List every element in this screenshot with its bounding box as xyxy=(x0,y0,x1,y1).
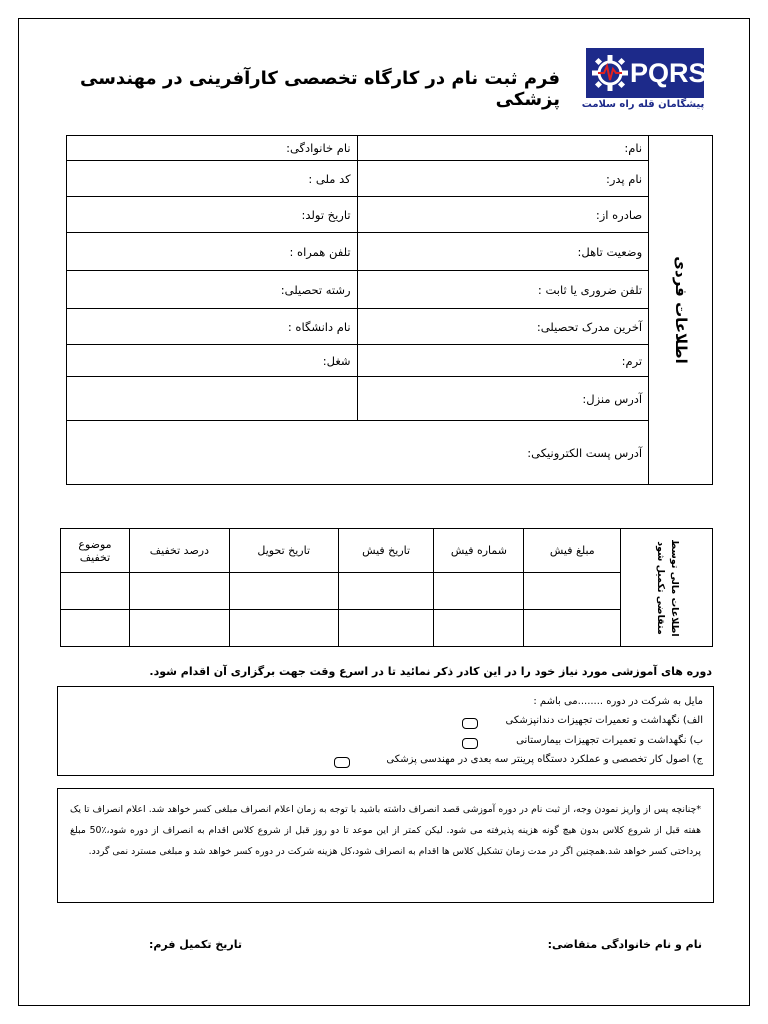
finance-title-line1: اطلاعات مالی توسط xyxy=(668,538,680,637)
applicant-name-label: نام و نام خانوادگی متقاضی: xyxy=(547,938,702,951)
form-title: فرم ثبت نام در کارگاه تخصصی کارآفرینی در مهندسی پزشکی xyxy=(80,68,560,110)
field-marital-status[interactable]: وضعیت تاهل: xyxy=(357,233,649,271)
refund-note-box xyxy=(57,788,714,903)
course-option-hospital: ب) نگهداشت و تعمیرات تجهیزات بیمارستانی xyxy=(516,735,703,746)
cell-input[interactable] xyxy=(338,610,434,647)
field-empty xyxy=(67,377,358,421)
field-email[interactable]: آدرس پست الکترونیکی: xyxy=(67,421,649,485)
course-option-3d-printer: ج) اصول کار تخصصی و عملکرد دستگاه پرینتر سه بعدی در مهندسی پزشکی xyxy=(386,754,703,765)
logo xyxy=(586,48,707,98)
courses-heading: دوره های آموزشی مورد نیاز خود را در این کادر ذکر نمائید تا در اسرع وقت جهت برگزاری آن اقدام شود. xyxy=(149,665,712,678)
field-field-of-study[interactable]: رشته تحصیلی: xyxy=(67,271,358,309)
field-issued-from[interactable]: صادره از: xyxy=(357,197,649,233)
courses-intro: مایل به شرکت در دوره ........می باشم : xyxy=(533,696,703,707)
cell-input[interactable] xyxy=(524,573,621,610)
cell-input[interactable] xyxy=(524,610,621,647)
field-home-address[interactable]: آدرس منزل: xyxy=(357,377,649,421)
col-receipt-amount: مبلغ فیش xyxy=(524,529,621,573)
field-phone[interactable]: تلفن ضروری یا ثابت : xyxy=(357,271,649,309)
personal-info-section-title xyxy=(649,136,713,485)
cell-input[interactable] xyxy=(129,573,229,610)
courses-box xyxy=(57,686,714,776)
cell-input[interactable] xyxy=(229,573,338,610)
field-first-name[interactable]: نام: xyxy=(357,136,649,161)
personal-info-table xyxy=(66,135,713,485)
gear-icon xyxy=(590,52,630,94)
col-discount-subject: موضوع تخفیف xyxy=(61,529,130,573)
course-option-hospital-checkbox[interactable] xyxy=(462,738,478,749)
field-university[interactable]: نام دانشگاه : xyxy=(67,309,358,345)
cell-input[interactable] xyxy=(61,610,130,647)
cell-input[interactable] xyxy=(434,610,524,647)
field-national-code[interactable]: کد ملی : xyxy=(67,161,358,197)
finance-title xyxy=(653,539,681,636)
personal-info-title: اطلاعات فردی xyxy=(671,256,690,364)
field-last-degree[interactable]: آخرین مدرک تحصیلی: xyxy=(357,309,649,345)
finance-title-line2: متقاضی تکمیل شود xyxy=(654,540,666,635)
col-receipt-date: تاریخ فیش xyxy=(338,529,434,573)
form-date-label: تاریخ تکمیل فرم: xyxy=(148,938,242,951)
col-delivery-date: تاریخ تحویل xyxy=(229,529,338,573)
finance-section-title xyxy=(621,529,713,647)
cell-input[interactable] xyxy=(434,573,524,610)
course-option-dental: الف) نگهداشت و تعمیرات تجهیزات دندانپزشکی xyxy=(505,715,703,726)
cell-input[interactable] xyxy=(338,573,434,610)
cell-input[interactable] xyxy=(229,610,338,647)
cell-input[interactable] xyxy=(61,573,130,610)
finance-table xyxy=(60,528,713,647)
field-father-name[interactable]: نام پدر: xyxy=(357,161,649,197)
col-receipt-number: شماره فیش xyxy=(434,529,524,573)
cell-input[interactable] xyxy=(129,610,229,647)
field-mobile[interactable]: تلفن همراه : xyxy=(67,233,358,271)
field-birth-date[interactable]: تاریخ تولد: xyxy=(67,197,358,233)
field-last-name[interactable]: نام خانوادگی: xyxy=(67,136,358,161)
col-discount-percent: درصد تخفیف xyxy=(129,529,229,573)
course-option-3d-printer-checkbox[interactable] xyxy=(334,757,350,768)
field-semester[interactable]: ترم: xyxy=(357,345,649,377)
logo-caption: پیشگامان قله راه سلامت xyxy=(581,99,705,110)
refund-note: *چنانچه پس از واریز نمودن وجه، از ثبت نام در دوره آموزشی قصد انصراف داشته باشید با توجه به زمان اعلام انصراف مبلغی کسر خواهد شد. اعلام انصراف تا یک هفته قبل از شروع کلاس بدون هیچ گونه هزینه پذیرفته می شود. لیکن کمتر از این موعد تا دو روز قبل از شروع کلاس اقدام به انصراف از دوره شود،٪50 مبلغ پرداختی کسر خواهد شد.همچنین اگر در مدت زمان تشکیل کلاس ها اقدام به انصراف شود،کل هزینه شرکت در دوره کسر خواهد شد و مبلغی مسترد نمی گردد. xyxy=(70,804,701,857)
logo-text: PQRS xyxy=(630,58,707,88)
course-option-dental-checkbox[interactable] xyxy=(462,718,478,729)
field-job[interactable]: شغل: xyxy=(67,345,358,377)
